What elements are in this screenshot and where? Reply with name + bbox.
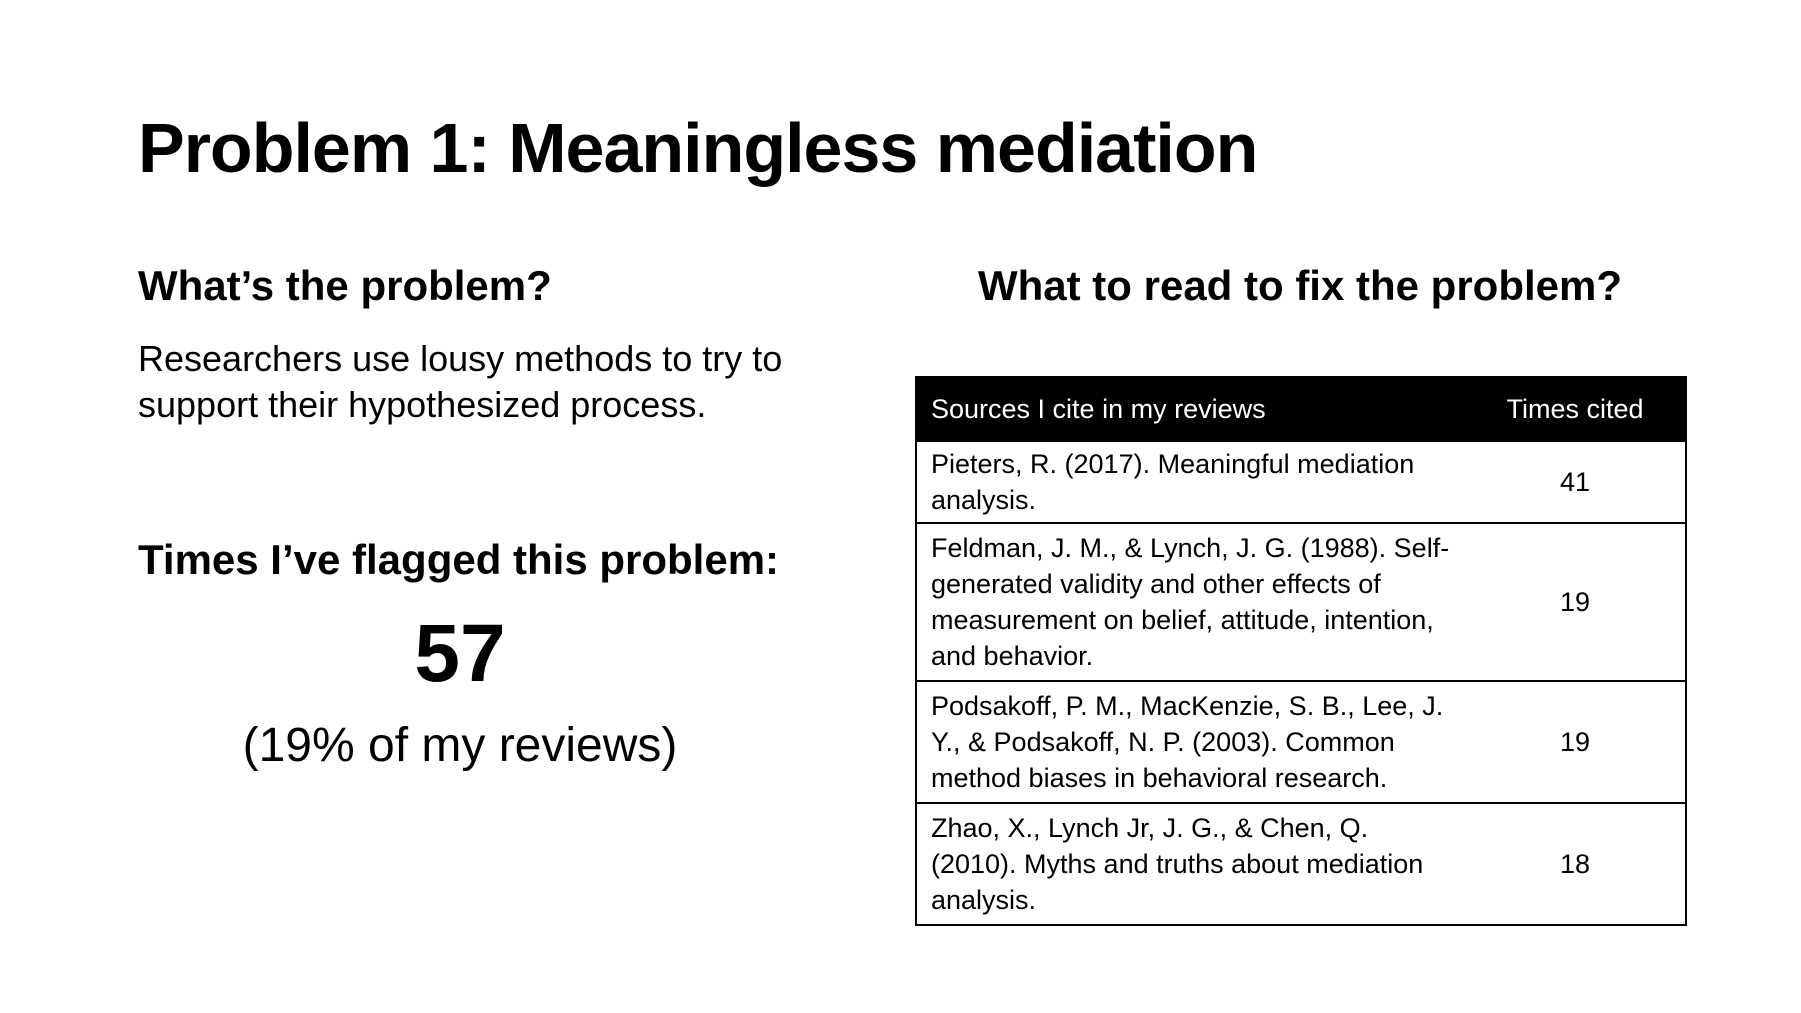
table-row — [916, 441, 1686, 523]
source-cell: Zhao, X., Lynch Jr, J. G., & Chen, Q. (2010). Myths and truths about mediation analysis. — [916, 803, 1465, 925]
flag-count-percent: (19% of my reviews) — [242, 719, 678, 772]
times-cited-cell: 19 — [1465, 523, 1686, 681]
table-row — [916, 803, 1686, 925]
times-cited-cell: 19 — [1465, 681, 1686, 803]
times-cited-cell: 18 — [1465, 803, 1686, 925]
header-times-cited: Times cited — [1465, 377, 1686, 441]
slide-title: Problem 1: Meaningless mediation — [138, 109, 1258, 187]
flag-count-value: 57 — [414, 608, 506, 699]
reading-heading: What to read to fix the problem? — [978, 262, 1623, 309]
source-cell: Pieters, R. (2017). Meaningful mediation analysis. — [916, 441, 1465, 523]
table-row — [916, 523, 1686, 681]
sources-table — [915, 376, 1687, 926]
times-cited-cell: 41 — [1465, 441, 1686, 523]
table-row — [916, 681, 1686, 803]
problem-description: Researchers use lousy methods to try to support their hypothesized process. — [138, 338, 783, 425]
flag-count-heading: Times I’ve flagged this problem: — [138, 536, 780, 583]
source-cell: Feldman, J. M., & Lynch, J. G. (1988). Self-generated validity and other effects of measurement on belief, attitude, intention, and behavior. — [916, 523, 1465, 681]
header-sources: Sources I cite in my reviews — [916, 377, 1465, 441]
problem-heading: What’s the problem? — [138, 262, 552, 309]
table-header-row — [916, 377, 1686, 441]
source-cell: Podsakoff, P. M., MacKenzie, S. B., Lee, J. Y., & Podsakoff, N. P. (2003). Common method biases in behavioral research. — [916, 681, 1465, 803]
